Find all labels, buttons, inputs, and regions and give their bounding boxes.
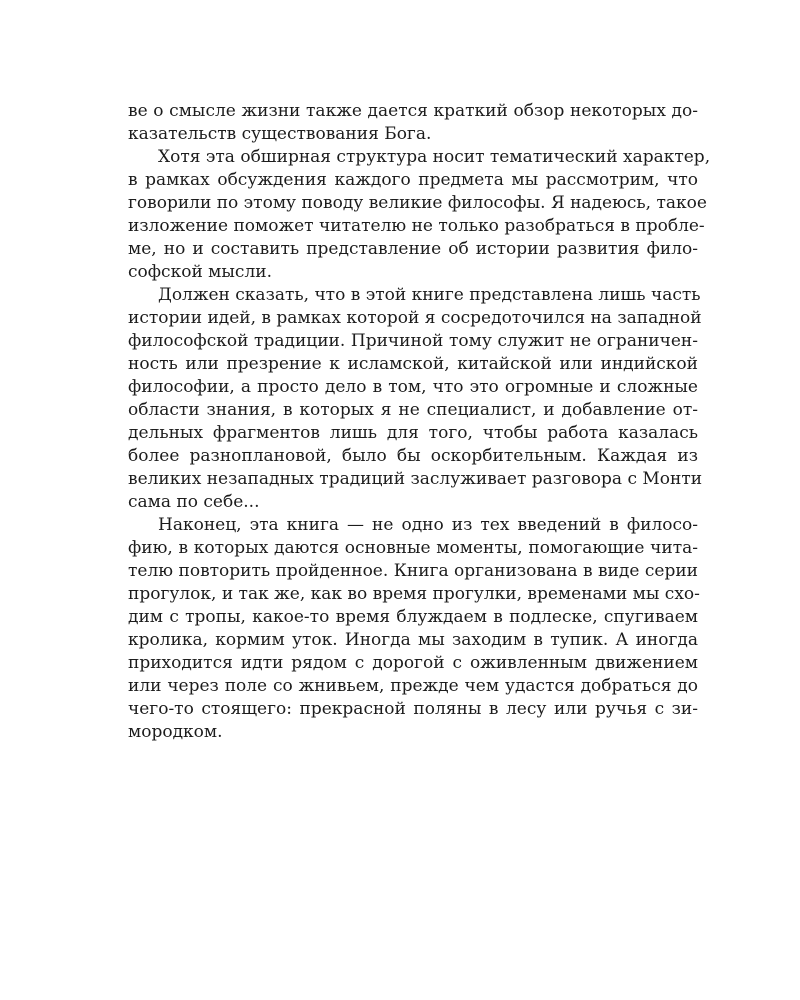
text-line: философии, а просто дело в том, что это огромные и сложные [128,377,698,397]
text-line: или через поле со жнивьем, прежде чем удастся добраться до [128,676,698,696]
text-line: Наконец, эта книга — не одно из тех введений в филосо- [158,515,698,535]
text-line: ме, но и составить представление об истории развития фило- [128,239,698,259]
paragraph-2 [128,146,711,284]
text-line: фию, в которых даются основные моменты, помогающие чита- [128,538,698,558]
paragraph-4 [128,514,698,744]
text-line: изложение поможет читателю не только разобраться в пробле- [128,216,705,236]
text-line: ность или презрение к исламской, китайской или индийской [128,354,698,374]
text-line: говорили по этому поводу великие философы. Я надеюсь, такое [128,193,707,213]
text-line: казательств существования Бога. [128,124,432,144]
text-line: дим с тропы, какое-то время блуждаем в подлеске, спугиваем [128,607,698,627]
text-line: великих незападных традиций заслуживает разговора с Монти [128,469,703,489]
text-line: ве о смысле жизни также дается краткий обзор некоторых до- [128,101,698,121]
text-line: более разноплановой, было бы оскорбительным. Каждая из [128,446,698,466]
paragraph-3 [128,284,703,514]
text-line: чего-то стоящего: прекрасной поляны в лесу или ручья с зи- [128,699,698,719]
text-line: Хотя эта обширная структура носит тематический характер, [158,147,711,167]
text-line: приходится идти рядом с дорогой с оживленным движением [128,653,698,673]
text-line: телю повторить пройденное. Книга организована в виде серии [128,561,698,581]
text-line: прогулок, и так же, как во время прогулки, временами мы схо- [128,584,700,604]
text-line: сама по себе... [128,492,260,512]
text-line: философской традиции. Причиной тому служит не ограничен- [128,331,698,351]
text-line: дельных фрагментов лишь для того, чтобы работа казалась [128,423,698,443]
page-text [128,100,711,744]
text-line: мородком. [128,722,223,742]
text-line: Должен сказать, что в этой книге представлена лишь часть [158,285,701,305]
text-line: истории идей, в рамках которой я сосредоточился на западной [128,308,702,328]
text-line: в рамках обсуждения каждого предмета мы рассмотрим, что [128,170,698,190]
text-line: кролика, кормим уток. Иногда мы заходим в тупик. А иногда [128,630,698,650]
text-line: софской мысли. [128,262,272,282]
paragraph-1 [128,100,698,146]
text-line: области знания, в которых я не специалист, и добавление от- [128,400,698,420]
